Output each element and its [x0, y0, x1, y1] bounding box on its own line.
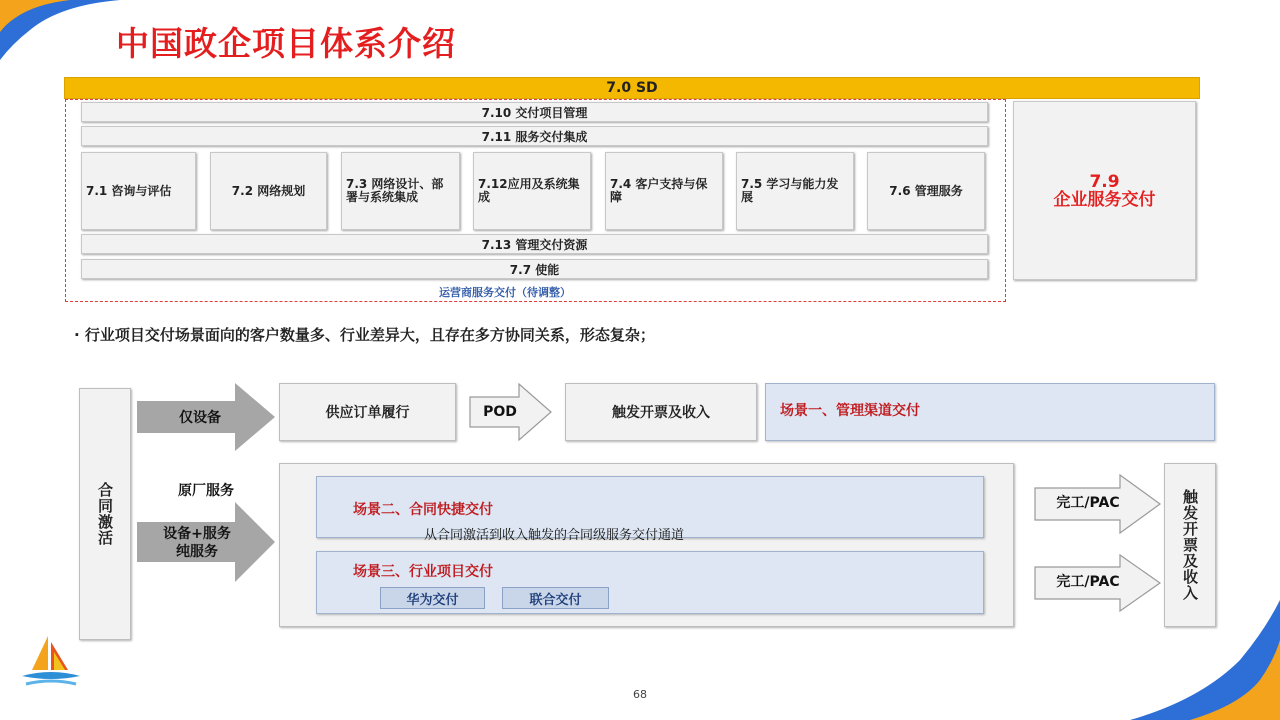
scene2-label: 场景二、合同快捷交付: [353, 502, 493, 518]
enablement-bar: 7.7 使能: [81, 259, 988, 279]
pac-label-lower: 完工/PAC: [1056, 574, 1120, 590]
sd-cell-application-integration: 7.12应用及系统集成: [473, 152, 591, 230]
device-only-label: 仅设备: [179, 410, 221, 426]
scene2-note: 从合同激活到收入触发的合同级服务交付通道: [424, 528, 685, 543]
device-service-label-group: [152, 525, 242, 561]
sd-header-bar: 7.0 SD: [64, 77, 1200, 99]
trigger-invoice-vertical-box: [1164, 463, 1216, 627]
scene1-label: 场景一、管理渠道交付: [780, 403, 920, 419]
scene3-label: 场景三、行业项目交付: [353, 564, 493, 580]
delivery-project-management-bar: 7.10 交付项目管理: [81, 102, 988, 122]
enterprise-service-label: 企业服务交付: [1053, 189, 1156, 210]
contract-activation-label: 合同激活: [96, 482, 114, 546]
scene3-box: [316, 551, 984, 614]
operator-delivery-label: 运营商服务交付（待调整）: [439, 286, 571, 299]
sailboat-logo-icon: [18, 632, 84, 692]
page-title: 中国政企项目体系介绍: [116, 24, 456, 63]
contract-activation-box: [79, 388, 131, 640]
scene1-box: [765, 383, 1215, 441]
page-number: 68: [633, 688, 647, 701]
pod-label: POD: [483, 404, 517, 420]
pac-label-upper: 完工/PAC: [1056, 495, 1120, 511]
sd-cell-managed-services: 7.6 管理服务: [867, 152, 985, 230]
sd-cell-learning-development: 7.5 学习与能力发展: [736, 152, 854, 230]
trigger-invoice-vertical-label: 触发开票及收入: [1181, 489, 1199, 601]
manage-delivery-resources-bar: 7.13 管理交付资源: [81, 234, 988, 254]
supply-order-box: 供应订单履行: [279, 383, 456, 441]
original-service-label: 原厂服务: [178, 483, 234, 499]
sd-cell-network-design: 7.3 网络设计、部署与系统集成: [341, 152, 460, 230]
bullet-text: · 行业项目交付场景面向的客户数量多、行业差异大，且存在多方协同关系，形态复杂；: [74, 326, 655, 344]
enterprise-service-number: 7.9: [1089, 171, 1120, 192]
sd-cell-customer-support: 7.4 客户支持与保障: [605, 152, 723, 230]
corner-decoration-top-left: [0, 0, 120, 60]
sd-cell-consulting: 7.1 咨询与评估: [81, 152, 196, 230]
huawei-delivery-tag: 华为交付: [380, 587, 485, 609]
joint-delivery-tag: 联合交付: [502, 587, 609, 609]
sd-cell-network-planning: 7.2 网络规划: [210, 152, 327, 230]
trigger-invoice-box: 触发开票及收入: [565, 383, 757, 441]
enterprise-service-delivery-box: [1013, 101, 1196, 280]
service-delivery-integration-bar: 7.11 服务交付集成: [81, 126, 988, 146]
device-service-label: 设备+服务: [163, 526, 231, 542]
pure-service-label: 纯服务: [176, 544, 218, 560]
